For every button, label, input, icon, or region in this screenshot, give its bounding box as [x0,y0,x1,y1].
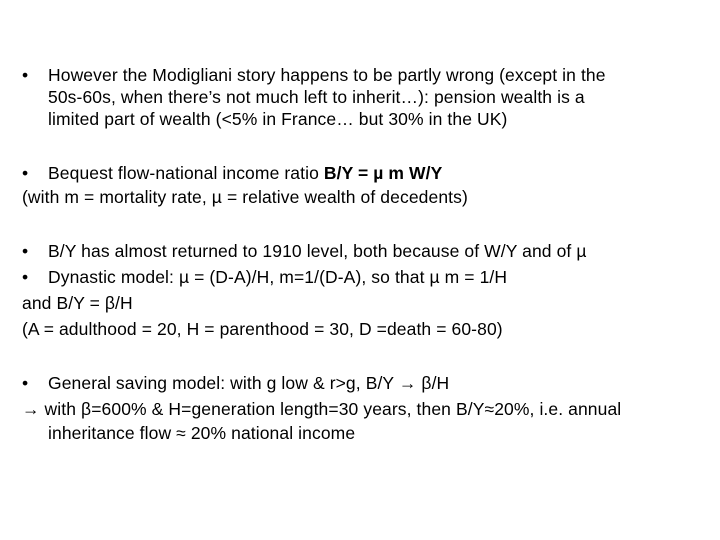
paragraph-3-line-3: and B/Y = β/H [22,293,133,313]
paragraph-4-line-3: inheritance flow ≈ 20% national income [48,423,356,443]
paragraph-4-line-1 [22,372,449,394]
bullet-icon: • [22,65,29,85]
bullet-icon: • [22,241,29,261]
paragraph-2-text-1: Bequest flow-national income ratio [48,163,324,183]
bequest-formula: B/Y = µ m W/Y [323,163,443,183]
paragraph-3-text-1: B/Y has almost returned to 1910 level, both because of W/Y and of µ [48,241,587,261]
paragraph-1-line-1 [22,64,606,86]
paragraph-1-line-2: 50s-60s, when there’s not much left to inherit…): pension wealth is a [48,87,585,107]
paragraph-2-line-2: (with m = mortality rate, µ = relative wealth of decedents) [22,187,468,207]
paragraph-1-line-3: limited part of wealth (<5% in France… but 30% in the UK) [48,109,508,129]
paragraph-4-text-1: General saving model: with g low & r>g, B/Y → β/H [48,373,450,393]
bullet-icon: • [22,163,29,183]
paragraph-4-line-2: → with β=600% & H=generation length=30 years, then B/Y≈20%, i.e. annual [22,399,622,419]
paragraph-1-text-1: However the Modigliani story happens to be partly wrong (except in the [48,65,606,85]
paragraph-3-line-2 [22,266,507,288]
bullet-icon: • [22,373,29,393]
paragraph-3-text-2: Dynastic model: µ = (D-A)/H, m=1/(D-A), so that µ m = 1/H [48,267,508,287]
bullet-icon: • [22,267,29,287]
paragraph-3-line-1 [22,240,587,262]
paragraph-3-line-4: (A = adulthood = 20, H = parenthood = 30, D =death = 60-80) [22,319,503,339]
paragraph-2-line-1 [22,162,442,184]
